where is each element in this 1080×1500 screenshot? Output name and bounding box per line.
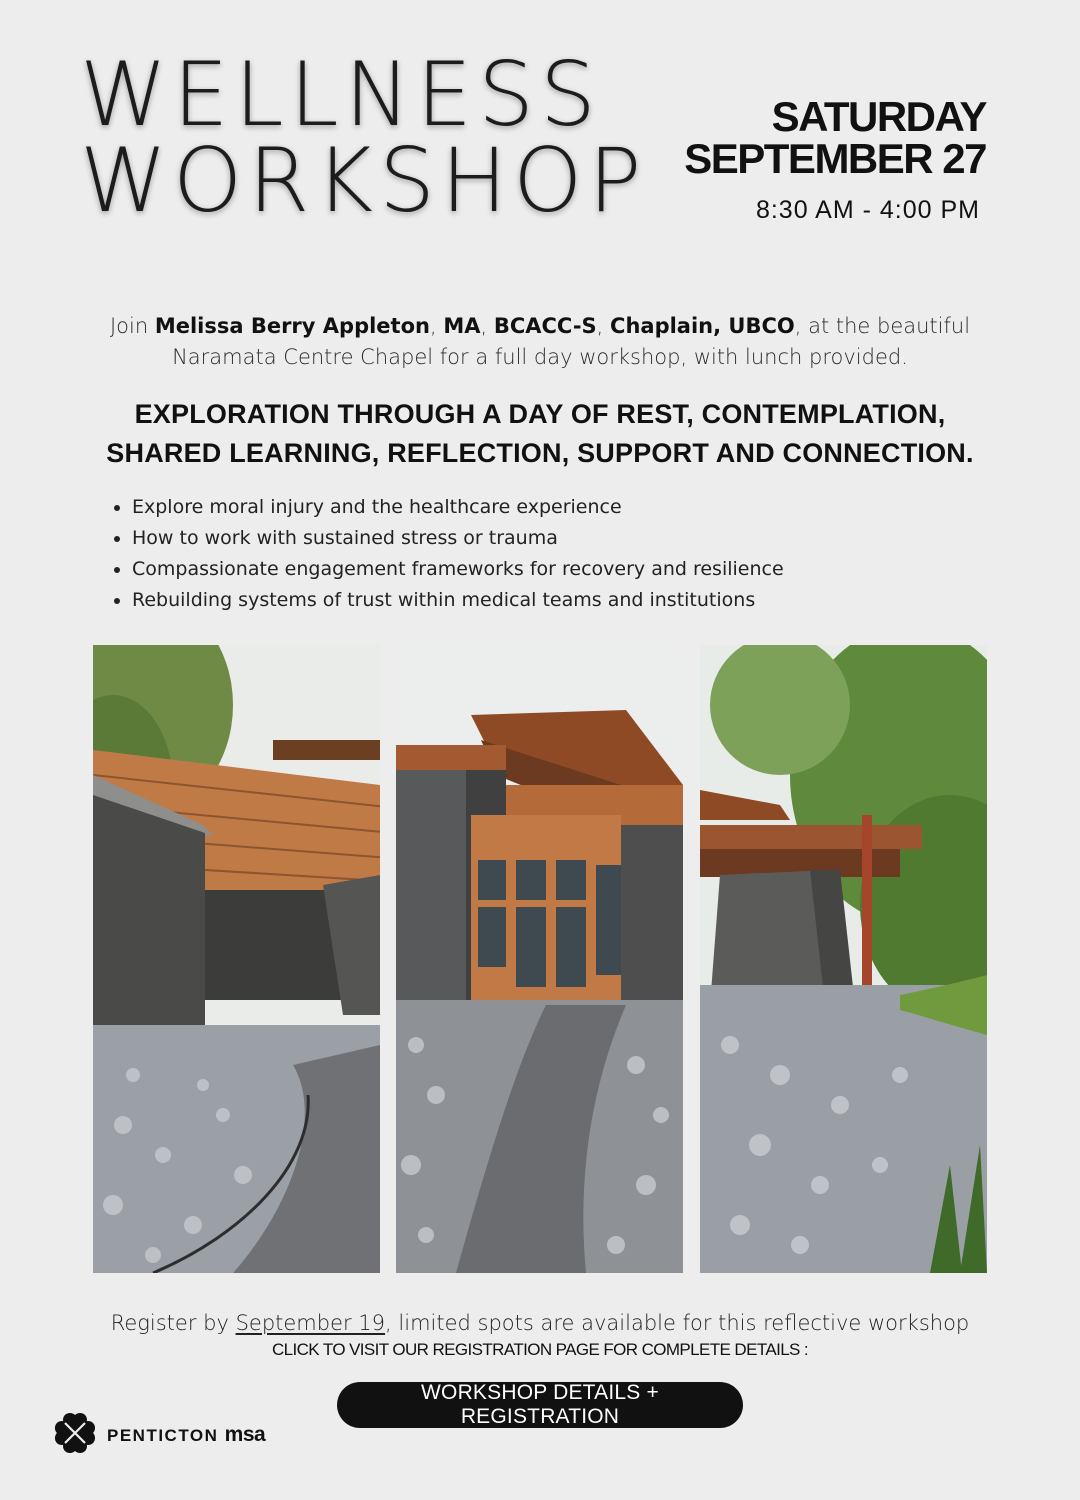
presenter-role: Chaplain, UBCO	[610, 314, 795, 338]
logo-wordmark	[107, 1423, 265, 1447]
topic-item: • Explore moral injury and the healthcare experience	[132, 492, 784, 523]
topic-item: • Compassionate engagement frameworks for recovery and resilience	[132, 554, 784, 585]
intro-join: Join	[109, 314, 155, 338]
chapel-photo-left	[93, 645, 380, 1273]
register-prefix: Register by	[110, 1311, 236, 1335]
chapel-photo-right	[700, 645, 987, 1273]
presenter-cert: BCACC-S	[493, 314, 597, 338]
chapel-photo-triptych	[93, 645, 987, 1273]
logo-word-penticton: PENTICTON	[107, 1426, 219, 1445]
click-instruction: CLICK TO VISIT OUR REGISTRATION PAGE FOR COMPLETE DETAILS :	[271, 1340, 809, 1359]
presenter-degree: MA	[443, 314, 481, 338]
topic-item: • Rebuilding systems of trust within medical teams and institutions	[132, 585, 784, 616]
workshop-title	[80, 43, 648, 232]
intro-sep-2: ,	[480, 314, 494, 338]
registration-note	[0, 1311, 1080, 1335]
event-date-block	[684, 93, 986, 225]
intro-sep-3: ,	[596, 314, 611, 338]
intro-rest: , at the beautiful Naramata Centre Chapel for a full day workshop, with lunch provided.	[172, 314, 971, 369]
presenter-name: Melissa Berry Appleton	[154, 314, 430, 338]
intro-sep-1: ,	[429, 314, 444, 338]
logo-word-msa: msa	[224, 1423, 266, 1446]
event-date: SEPTEMBER 27	[684, 135, 986, 182]
topic-item: • How to work with sustained stress or trauma	[132, 523, 784, 554]
event-time: 8:30 AM - 4:00 PM	[755, 196, 980, 224]
heart-cross-logo-icon	[53, 1411, 97, 1459]
chapel-photo-middle	[396, 645, 683, 1273]
penticton-msa-logo	[53, 1411, 265, 1459]
registration-deadline: September 19	[235, 1311, 386, 1335]
event-day: SATURDAY	[771, 93, 986, 140]
workshop-headline	[40, 395, 1040, 473]
workshop-registration-button[interactable]: WORKSHOP DETAILS + REGISTRATION	[337, 1382, 743, 1428]
headline-line-1: EXPLORATION THROUGH A DAY OF REST, CONTEMPLATION,	[134, 399, 946, 429]
headline-line-2: SHARED LEARNING, REFLECTION, SUPPORT AND CONNECTION.	[106, 438, 974, 468]
topic-list	[104, 492, 784, 616]
register-suffix: , limited spots are available for this reflective workshop	[385, 1311, 970, 1335]
intro-paragraph	[60, 311, 1020, 373]
title-line-1: WELLNESS	[80, 43, 602, 146]
title-line-2: WORKSHOP	[80, 129, 648, 232]
